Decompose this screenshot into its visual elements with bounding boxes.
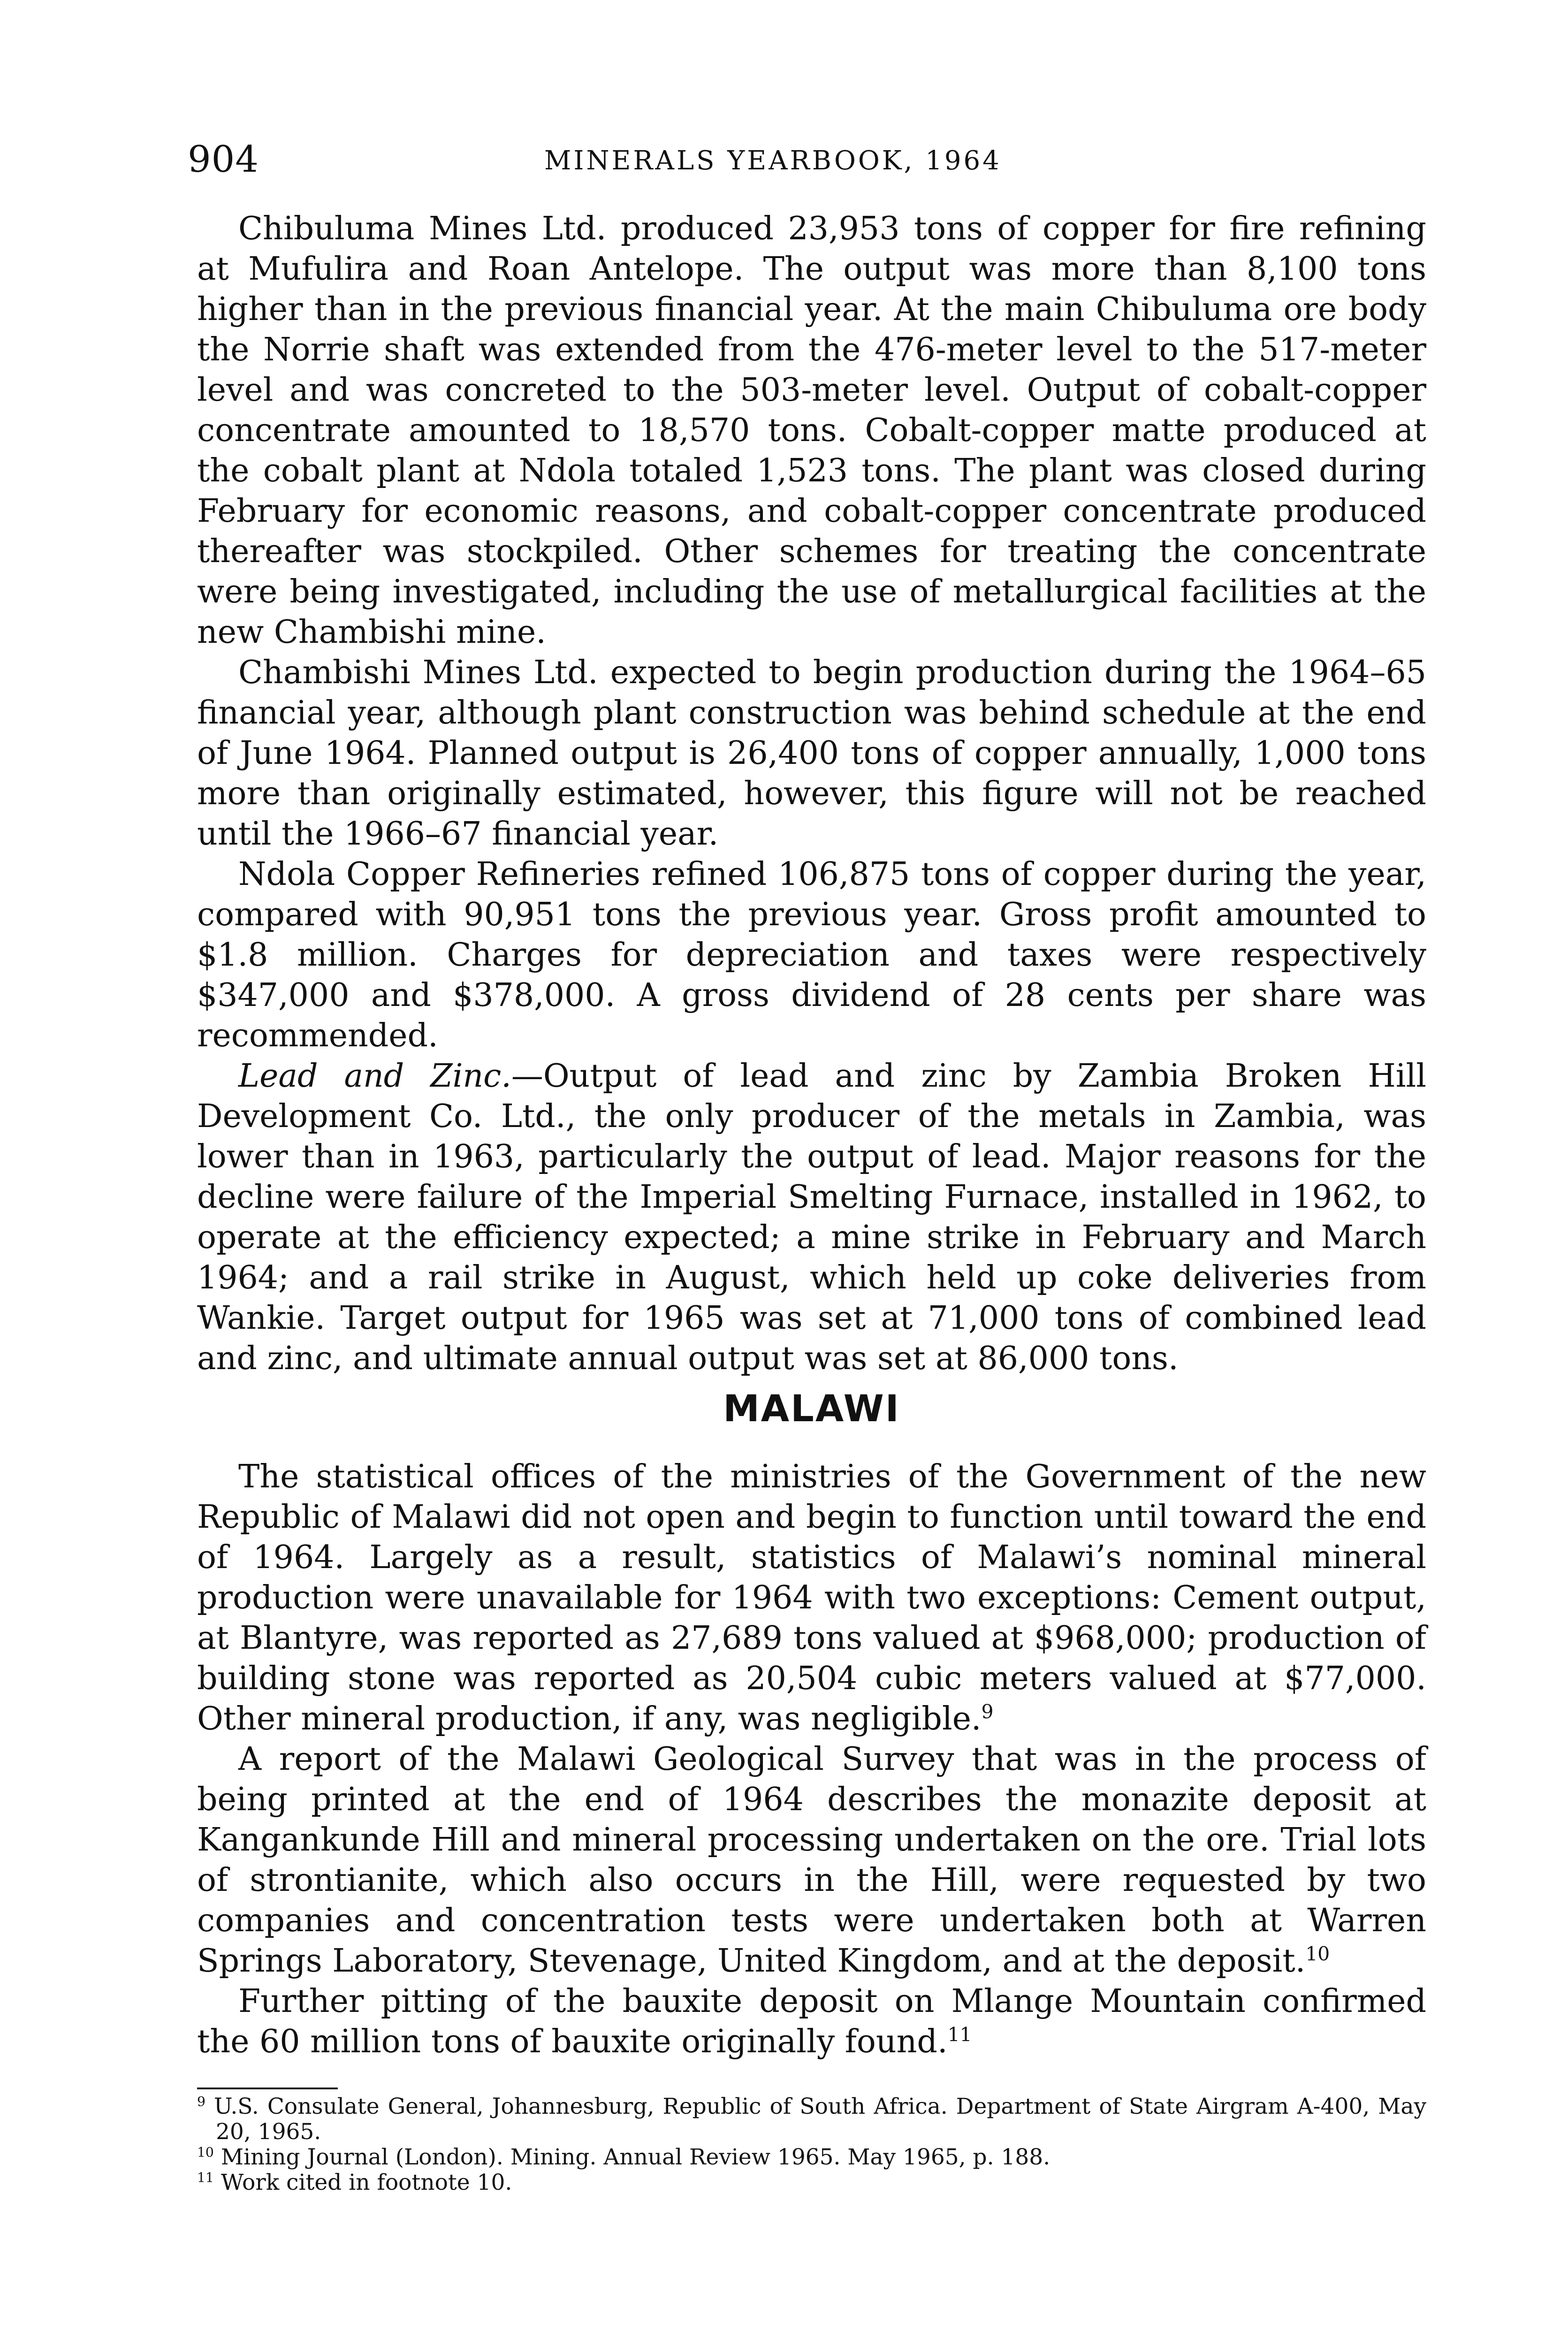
footnote-marker: 10	[197, 2144, 214, 2160]
footnote-text: Work cited in footnote 10.	[221, 2170, 512, 2195]
paragraph-lead-zinc	[197, 1056, 1426, 1379]
lead-zinc-text: —Output of lead and zinc by Zambia Broken Hill Development Co. Ltd., the only producer of the metals in Zambia, was lower than in 1963, particularly the output of lead. Major reasons for the decline were failure of the Imperial Smelting Furnace, installed in 1962, to operate at the efficiency expected; a mine strike in February and March 1964; and a rail strike in August, which held up coke deliveries from Wankie. Target output for 1965 was set at 71,000 tons of combined lead and zinc, and ultimate annual output was set at 86,000 tons.	[197, 1058, 1426, 1377]
paragraph-chibuluma: Chibuluma Mines Ltd. produced 23,953 tons of copper for fire refining at Mufulira and Roan Antelope. The output was more than 8,100 tons higher than in the previous financial year. At the main Chibuluma ore body the Norrie shaft was extended from the 476-meter level to the 517-meter level and was concreted to the 503-meter level. Output of cobalt-copper concentrate amounted to 18,570 tons. Cobalt-copper matte produced at the cobalt plant at Ndola totaled 1,523 tons. The plant was closed during February for economic reasons, and cobalt-copper concentrate produced thereafter was stockpiled. Other schemes for treating the concentrate were being investigated, including the use of metallurgical facilities at the new Chambishi mine.	[197, 210, 1426, 651]
footnote-ref-9: 9	[981, 1700, 994, 1723]
text-column	[197, 209, 1426, 2195]
footnote-text: Mining Journal (London). Mining. Annual Review 1965. May 1965, p. 188.	[221, 2144, 1050, 2170]
malawi-survey-text: A report of the Malawi Geological Survey that was in the process of being printed at the end of 1964 describes the monazite deposit at Kangankunde Hill and mineral processing undertaken on the ore. Trial lots of strontianite, which also occurs in the Hill, were requested by two companies and concentration tests were undertaken both at Warren Springs Laboratory, Stevenage, United Kingdom, and at the deposit.	[197, 1741, 1426, 1980]
footnote-text: U.S. Consulate General, Johannesburg, Republic of South Africa. Department of State Airgram A-400, May 20, 1965.	[214, 2094, 1426, 2145]
footnotes	[197, 2081, 1426, 2195]
paragraph-malawi-bauxite	[197, 1981, 1426, 2062]
paragraph-malawi-survey	[197, 1739, 1426, 1981]
paragraph-ndola-refineries: Ndola Copper Refineries refined 106,875 tons of copper during the year, compared with 90,951 tons the previous year. Gross profit amounted to $1.8 million. Charges for depreciation and taxes were respectively $347,000 and $378,000. A gross dividend of 28 cents per share was recommended.	[197, 856, 1426, 1054]
footnote-divider	[197, 2087, 338, 2089]
malawi-statistics-text: The statistical offices of the ministries of the Government of the new Republic of Malawi did not open and begin to function until toward the end of 1964. Largely as a result, statistics of Malawi’s nominal mineral production were unavailable for 1964 with two exceptions: Cement output, at Blantyre, was reported as 27,689 tons valued at $968,000; production of building stone was reported as 20,504 cubic meters valued at $77,000. Other mineral production, if any, was negligible.	[197, 1458, 1426, 1737]
lead-zinc-label: Lead and Zinc.	[238, 1058, 511, 1095]
footnote-ref-10: 10	[1305, 1942, 1330, 1965]
footnote-marker: 11	[197, 2170, 214, 2186]
footnote-marker: 9	[197, 2094, 206, 2110]
paragraph-chambishi: Chambishi Mines Ltd. expected to begin production during the 1964–65 financial year, although plant construction was behind schedule at the end of June 1964. Planned output is 26,400 tons of copper annually, 1,000 tons more than originally estimated, however, this figure will not be reached until the 1966–67 financial year.	[197, 654, 1426, 853]
page-number: 904	[188, 138, 259, 181]
section-heading-malawi: MALAWI	[723, 1388, 900, 1430]
malawi-bauxite-text: Further pitting of the bauxite deposit on Mlange Mountain confirmed the 60 million tons of bauxite originally found.	[197, 1983, 1426, 2060]
footnote-9	[197, 2094, 1426, 2145]
page-header	[188, 136, 1426, 188]
footnote-ref-11: 11	[947, 2023, 972, 2046]
running-head: MINERALS YEARBOOK, 1964	[544, 145, 1002, 176]
footnote-10	[197, 2145, 1426, 2170]
footnote-11	[197, 2170, 1426, 2195]
paragraph-malawi-statistics	[197, 1457, 1426, 1739]
